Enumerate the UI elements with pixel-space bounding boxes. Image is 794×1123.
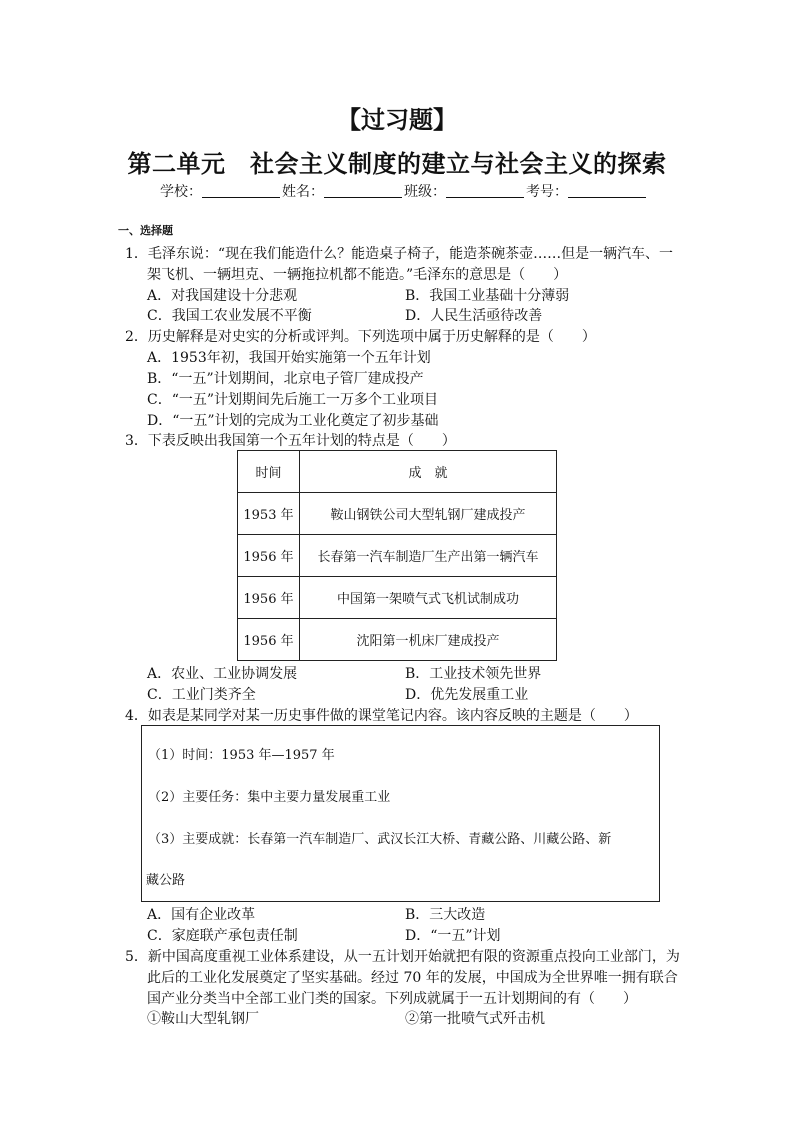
q1-option-b: B．我国工业基础十分薄弱 — [405, 288, 570, 304]
table-row — [238, 619, 557, 661]
q5-stem-line2: 此后的工业化发展奠定了坚实基础。经过 70 年的发展，中国成为全世界唯一拥有联合 — [147, 970, 678, 986]
q2-stem: 2．历史解释是对史实的分析或评判。下列选项中属于历史解释的是（ ） — [125, 329, 596, 345]
q4-option-d: D．“一五”计划 — [405, 928, 501, 944]
table-row — [238, 535, 557, 577]
class-label: 班级： — [404, 184, 446, 200]
school-label: 学校： — [160, 184, 202, 200]
q4-option-a: A．国有企业改革 — [147, 907, 256, 923]
q5-stem-line3: 国产业分类当中全部工业门类的国家。下列成就属于一五计划期间的有（ ） — [147, 991, 637, 1007]
table-header-time: 时间 — [238, 451, 300, 493]
q3-option-c: C．工业门类齐全 — [147, 687, 256, 703]
q2-option-b: B．“一五”计划期间，北京电子管厂建成投产 — [147, 371, 424, 387]
q3-stem: 3．下表反映出我国第一个五年计划的特点是（ ） — [125, 433, 456, 449]
q2-option-d: D．“一五”计划的完成为工业化奠定了初步基础 — [147, 413, 439, 429]
table-cell-achievement: 沈阳第一机床厂建成投产 — [300, 619, 557, 661]
table-cell-year: 1956 年 — [238, 535, 300, 577]
exam-number-label: 考号： — [526, 184, 568, 200]
q3-option-d: D．优先发展重工业 — [405, 687, 529, 703]
q3-option-a: A．农业、工业协调发展 — [147, 666, 298, 682]
table-cell-year: 1953 年 — [238, 493, 300, 535]
table-row — [238, 577, 557, 619]
section-heading: 一、选择题 — [118, 224, 173, 237]
table-cell-achievement: 鞍山钢铁公司大型轧钢厂建成投产 — [300, 493, 557, 535]
school-blank[interactable] — [202, 183, 280, 198]
q4-option-b: B．三大改造 — [405, 907, 486, 923]
note-achievements-cont: 藏公路 — [146, 873, 186, 888]
q5-stem-line1: 5．新中国高度重视工业体系建设，从一五计划开始就把有限的资源重点投向工业部门，为 — [125, 949, 680, 965]
q1-option-c: C．我国工农业发展不平衡 — [147, 308, 312, 324]
table-cell-year: 1956 年 — [238, 577, 300, 619]
q1-stem-line2: 架飞机、一辆坦克、一辆拖拉机都不能造。”毛泽东的意思是（ ） — [147, 267, 568, 283]
table-row — [238, 493, 557, 535]
table-cell-achievement: 长春第一汽车制造厂生产出第一辆汽车 — [300, 535, 557, 577]
note-task: （2）主要任务：集中主要力量发展重工业 — [148, 790, 391, 805]
note-achievements: （3）主要成就：长春第一汽车制造厂、武汉长江大桥、青藏公路、川藏公路、新 — [148, 832, 612, 847]
note-time: （1）时间：1953 年—1957 年 — [148, 748, 335, 763]
class-notes-box — [141, 725, 660, 902]
q2-option-a: A．1953年初，我国开始实施第一个五年计划 — [147, 350, 431, 366]
q1-option-d: D．人民生活亟待改善 — [405, 308, 543, 324]
table-cell-achievement: 中国第一架喷气式飞机试制成功 — [300, 577, 557, 619]
table-header-achievement: 成 就 — [300, 451, 557, 493]
exam-number-blank[interactable] — [568, 183, 646, 198]
achievements-table — [237, 450, 557, 661]
q2-option-c: C．“一五”计划期间先后施工一万多个工业项目 — [147, 392, 439, 408]
unit-title: 第二单元 社会主义制度的建立与社会主义的探索 — [127, 149, 667, 178]
page-title: 【过习题】 — [337, 105, 457, 134]
class-blank[interactable] — [446, 183, 524, 198]
q3-option-b: B．工业技术领先世界 — [405, 666, 542, 682]
student-info-line — [160, 181, 648, 201]
q5-option-2: ②第一批喷气式歼击机 — [405, 1011, 545, 1027]
q1-option-a: A．对我国建设十分悲观 — [147, 288, 298, 304]
q5-option-1: ①鞍山大型轧钢厂 — [147, 1011, 259, 1027]
name-label: 姓名： — [282, 184, 324, 200]
table-cell-year: 1956 年 — [238, 619, 300, 661]
q4-option-c: C．家庭联产承包责任制 — [147, 928, 298, 944]
q1-stem-line1: 1．毛泽东说：“现在我们能造什么？能造桌子椅子，能造茶碗茶壶……但是一辆汽车、一 — [125, 246, 674, 262]
name-blank[interactable] — [324, 183, 402, 198]
q4-stem: 4．如表是某同学对某一历史事件做的课堂笔记内容。该内容反映的主题是（ ） — [125, 708, 638, 724]
table-header-row — [238, 451, 557, 493]
